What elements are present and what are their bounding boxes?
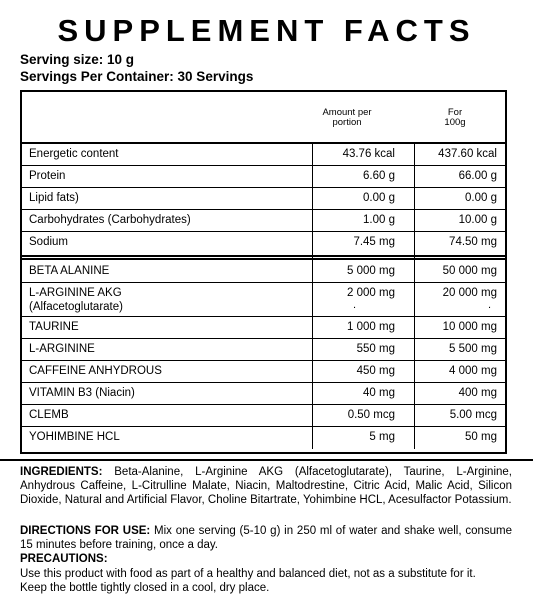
table-row: Carbohydrates (Carbohydrates) 1.00 g 10.00 g <box>29 214 497 226</box>
page-title: SUPPLEMENT FACTS <box>57 13 476 48</box>
table-row: Protein 6.60 g 66.00 g <box>29 170 497 182</box>
facts-table <box>20 90 507 454</box>
column-header-portion: Amount per portion <box>322 107 372 128</box>
table-row: L-ARGININE AKG (Alfacetoglutarate) 2 000 mg 20 000 mg . . <box>29 287 497 313</box>
column-header-per100g: For 100g <box>444 107 466 128</box>
table-row: L-ARGININE 550 mg 5 500 mg <box>29 343 497 355</box>
table-row: Energetic content 43.76 kcal 437.60 kcal <box>29 148 497 160</box>
table-row: CAFFEINE ANHYDROUS 450 mg 4 000 mg <box>29 365 497 377</box>
footer-divider <box>0 459 533 461</box>
ingredients: INGREDIENTS: Beta-Alanine, L-Arginine AKG (Alfacetoglutarate), Taurine, L-Arginine, Anhydrous Caffeine, L-Citrulline Malate, Niacin, Maltodrestine, Citric Acid, Malic Acid, Silicon Dioxide, Natural and Artificial Flavor, Choline Bitartrate, Yohimbine HCL, Acesulfactor Potassium. <box>20 466 512 506</box>
table-row: BETA ALANINE 5 000 mg 50 000 mg <box>29 265 497 277</box>
table-row: TAURINE 1 000 mg 10 000 mg <box>29 321 497 333</box>
section-divider <box>22 255 505 257</box>
table-row: Lipid fats) 0.00 g 0.00 g <box>29 192 497 204</box>
table-row: YOHIMBINE HCL 5 mg 50 mg <box>29 431 497 443</box>
precautions-heading: PRECAUTIONS: <box>20 553 108 565</box>
servings-per-container: Servings Per Container: 30 Servings <box>20 69 254 84</box>
table-row: Sodium 7.45 mg 74.50 mg <box>29 236 497 248</box>
table-row: CLEMB 0.50 mcg 5.00 mcg <box>29 409 497 421</box>
precautions-line-1: Use this product with food as part of a healthy and balanced diet, not as a substitute for it. <box>20 568 476 580</box>
table-row: VITAMIN B3 (Niacin) 40 mg 400 mg <box>29 387 497 399</box>
directions: DIRECTIONS FOR USE: Mix one serving (5-10 g) in 250 ml of water and shake well, consume 15 minutes before training, once a day. <box>20 525 512 551</box>
serving-size: Serving size: 10 g <box>20 52 135 67</box>
section-divider <box>22 258 505 260</box>
precautions-line-2: Keep the bottle tightly closed in a cool, dry place. <box>20 582 270 594</box>
